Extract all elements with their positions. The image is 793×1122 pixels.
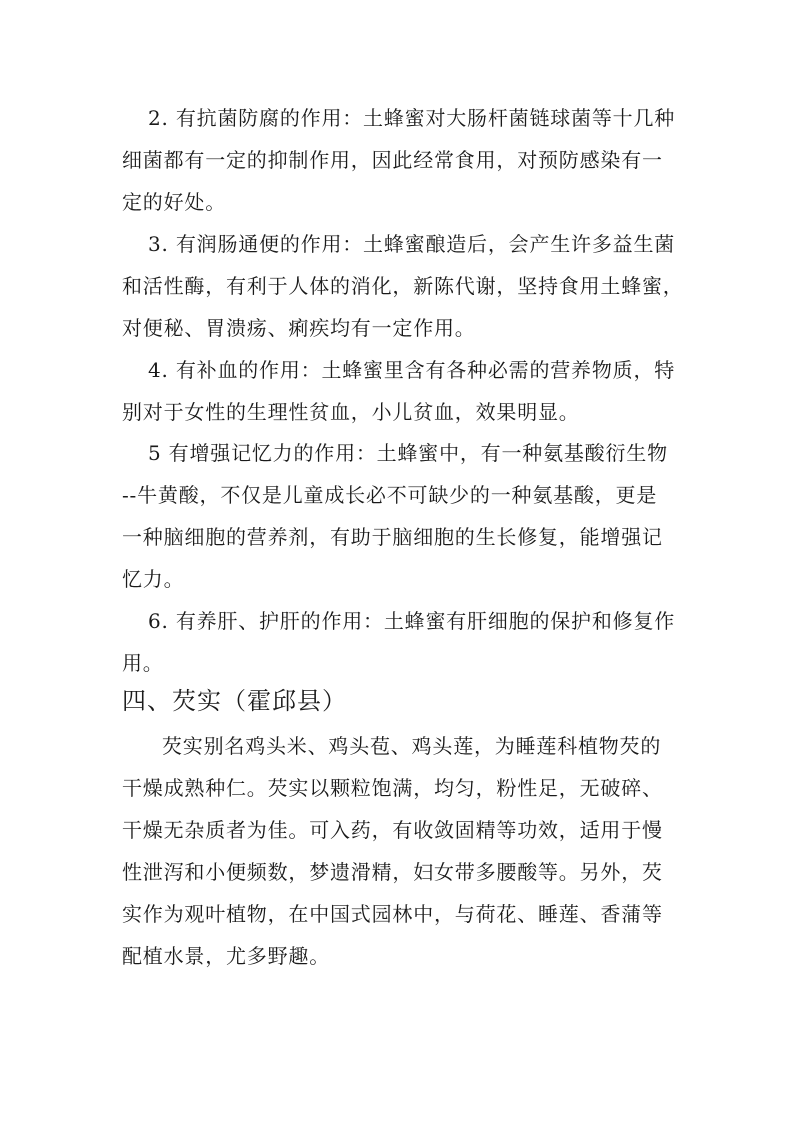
paragraph-5-line-1: 5 有增强记忆力的作用：土蜂蜜中，有一种氨基酸衍生物 [148, 441, 668, 465]
paragraph-5-line-3: 一种脑细胞的营养剂，有助于脑细胞的生长修复，能增强记 [122, 525, 663, 549]
section-line-1: 芡实别名鸡头米、鸡头苞、鸡头莲，为睡莲科植物芡的 [162, 734, 662, 758]
paragraph-6-line-2: 用。 [122, 651, 164, 675]
section-line-2: 干燥成熟种仁。芡实以颗粒饱满，均匀，粉性足，无破碎、 [122, 776, 663, 800]
paragraph-2-line-3: 定的好处。 [122, 190, 226, 214]
section-heading: 四、芡实（霍邱县） [122, 687, 347, 715]
paragraph-5-line-4: 忆力。 [122, 567, 185, 591]
section-line-3: 干燥无杂质者为佳。可入药，有收敛固精等功效，适用于慢 [122, 818, 663, 842]
section-line-5: 实作为观叶植物，在中国式园林中，与荷花、睡莲、香蒲等 [122, 902, 663, 926]
paragraph-3-line-3: 对便秘、胃溃疡、痢疾均有一定作用。 [122, 316, 476, 340]
paragraph-2-line-2: 细菌都有一定的抑制作用，因此经常食用，对预防感染有一 [122, 148, 663, 172]
paragraph-6-line-1: 6. 有养肝、护肝的作用：土蜂蜜有肝细胞的保护和修复作 [148, 609, 676, 633]
paragraph-3-line-2: 和活性酶，有利于人体的消化，新陈代谢，坚持食用土蜂蜜， [122, 274, 684, 298]
paragraph-4-line-2: 别对于女性的生理性贫血，小儿贫血，效果明显。 [122, 400, 580, 424]
paragraph-2-line-1: 2. 有抗菌防腐的作用：土蜂蜜对大肠杆菌链球菌等十几种 [148, 106, 676, 130]
paragraph-5-line-2: --牛黄酸，不仅是儿童成长必不可缺少的一种氨基酸，更是 [122, 483, 658, 507]
paragraph-4-line-1: 4. 有补血的作用：土蜂蜜里含有各种必需的营养物质，特 [148, 358, 676, 382]
paragraph-3-line-1: 3. 有润肠通便的作用：土蜂蜜酿造后，会产生许多益生菌 [148, 232, 676, 256]
section-line-4: 性泄泻和小便频数，梦遗滑精，妇女带多腰酸等。另外，芡 [122, 860, 663, 884]
section-line-6: 配植水景，尤多野趣。 [122, 944, 330, 968]
